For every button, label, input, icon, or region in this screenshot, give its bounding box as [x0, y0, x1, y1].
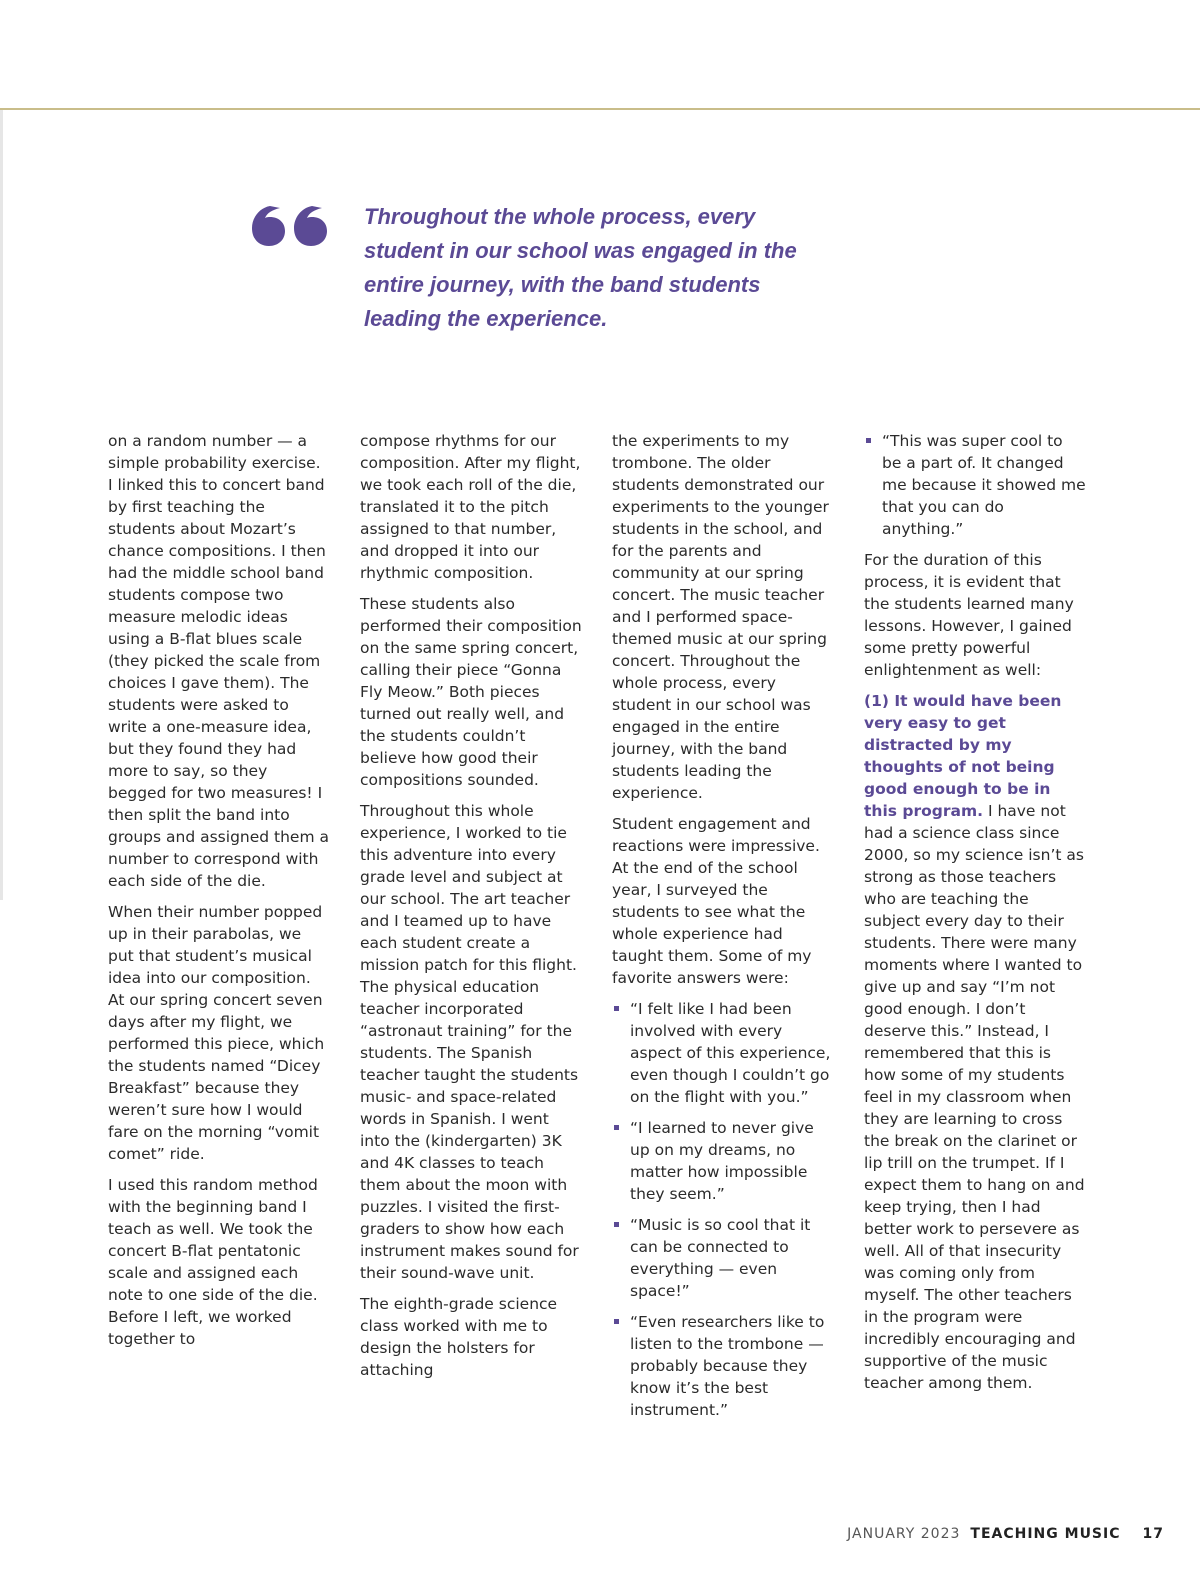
- quote-mark-icon: [250, 196, 330, 248]
- list-item-text: “Even researchers like to listen to the trombone — probably because they know it’s the best instrument.”: [630, 1313, 825, 1419]
- column-1: [108, 430, 330, 1359]
- bullet-icon: [614, 1222, 619, 1227]
- list-item: [612, 998, 834, 1108]
- paragraph: Throughout this whole experience, I worked to tie this adventure into every grade level and subject at our school. The art teacher and I teamed up to have each student create a mission patch for this flight. The physical education teacher incorporated “astronaut training” for the students. The Spanish teacher taught the students music- and space-related words in Spanish. I went into the (kindergarten) 3K and 4K classes to teach them about the moon with puzzles. I visited the first-graders to show how each instrument makes sound for their sound-wave unit.: [360, 802, 579, 1282]
- pull-quote: Throughout the whole process, every student in our school was engaged in the entire journey, with the band students leading the experience.: [364, 204, 797, 331]
- paragraph: When their number popped up in their parabolas, we put that student’s musical idea into our composition. At our spring concert seven days after my flight, we performed this piece, which the students named “Dicey Breakfast” because they weren’t sure how I would fare on the morning “vomit comet” ride.: [108, 903, 325, 1163]
- list-item: [612, 1311, 834, 1421]
- list-item-text: “This was super cool to be a part of. It changed me because it showed me that you can do anything.”: [882, 432, 1086, 538]
- bullet-icon: [614, 1125, 619, 1130]
- bullet-icon: [866, 438, 871, 443]
- paragraph: [864, 690, 1086, 1394]
- page-number: 17: [1142, 1526, 1164, 1542]
- magazine-name: TEACHING MUSIC: [970, 1526, 1121, 1542]
- answer-list: [612, 998, 834, 1421]
- list-item: [864, 430, 1086, 540]
- paragraph: the experiments to my trombone. The older students demonstrated our experiments to the younger students in the school, and for the parents and community at our spring concert. The music teacher and I performed space-themed music at our spring concert. Throughout the whole process, every student in our school was engaged in the entire journey, with the band students leading the experience.: [612, 432, 829, 802]
- list-item: [612, 1117, 834, 1205]
- bullet-icon: [614, 1319, 619, 1324]
- top-rule: [0, 108, 1200, 110]
- list-item-text: “I felt like I had been involved with every aspect of this experience, even though I couldn’t go on the flight with you.”: [630, 1000, 831, 1106]
- page-footer: [847, 1526, 1164, 1542]
- paragraph: Student engagement and reactions were impressive. At the end of the school year, I surveyed the students to see what the whole experience had taught them. Some of my favorite answers were:: [612, 815, 820, 987]
- list-item-text: “Music is so cool that it can be connected to everything — even space!”: [630, 1216, 811, 1300]
- highlighted-lesson: (1) It would have been very easy to get distracted by my thoughts of not being good enough to be in this program.: [864, 692, 1062, 820]
- bullet-icon: [614, 1006, 619, 1011]
- paragraph: The eighth-grade science class worked with me to design the holsters for attaching: [360, 1295, 558, 1379]
- paragraph: For the duration of this process, it is evident that the students learned many lessons. However, I gained some pretty powerful enlightenment as well:: [864, 551, 1074, 679]
- column-3: [612, 430, 834, 1430]
- paragraph: compose rhythms for our composition. After my flight, we took each roll of the die, translated it to the pitch assigned to that number, and dropped it into our rhythmic composition.: [360, 432, 581, 582]
- paragraph: These students also performed their composition on the same spring concert, calling their piece “Gonna Fly Meow.” Both pieces turned out really well, and the students couldn’t believe how good their compositions sounded.: [360, 595, 582, 789]
- lesson-text: I have not had a science class since 2000, so my science isn’t as strong as those teachers who are teaching the subject every day to their students. There were many moments where I wanted to give up and say “I’m not good enough. I don’t deserve this.” Instead, I remembered that this is how some of my students feel in my classroom when they are learning to cross the break on the clarinet or lip trill on the trumpet. If I expect them to hang on and keep trying, then I had better work to persevere as well. All of that insecurity was coming only from myself. The other teachers in the program were incredibly encouraging and supportive of the music teacher among them.: [864, 802, 1085, 1392]
- answer-list: [864, 430, 1086, 540]
- column-2: [360, 430, 582, 1390]
- list-item-text: “I learned to never give up on my dreams, no matter how impossible they seem.”: [630, 1119, 814, 1203]
- list-item: [612, 1214, 834, 1302]
- paragraph: on a random number — a simple probability exercise. I linked this to concert band by first teaching the students about Mozart’s chance compositions. I then had the middle school band students compose two measure melodic ideas using a B-flat blues scale (they picked the scale from choices I gave them). The students were asked to write a one-measure idea, but they found they had more to say, so they begged for two measures! I then split the band into groups and assigned them a number to correspond with each side of the die.: [108, 432, 329, 890]
- issue-date: JANUARY 2023: [847, 1526, 961, 1542]
- left-page-edge: [0, 110, 3, 900]
- paragraph: I used this random method with the beginning band I teach as well. We took the concert B-flat pentatonic scale and assigned each note to one side of the die. Before I left, we worked together to: [108, 1176, 318, 1348]
- column-4: [864, 430, 1086, 1403]
